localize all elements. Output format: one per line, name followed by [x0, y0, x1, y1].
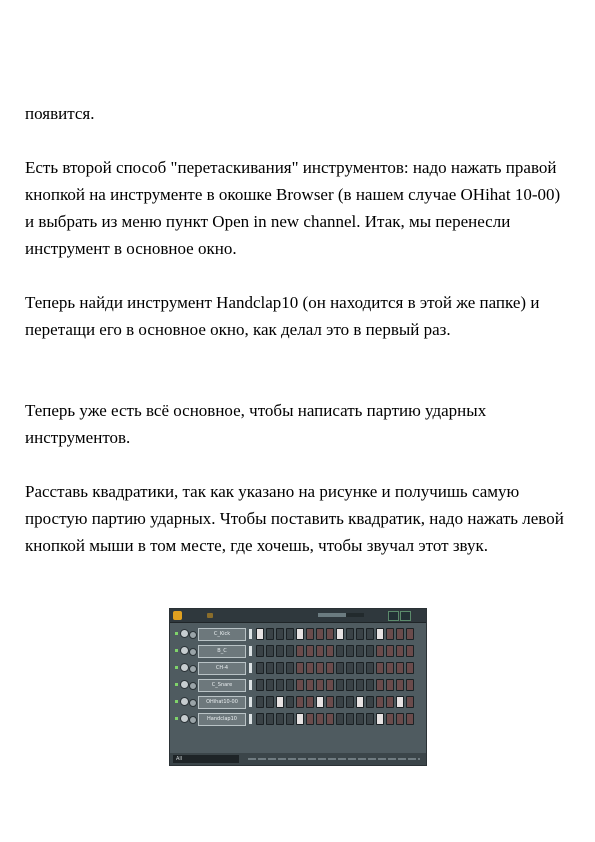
- channel-name-button: CH-4: [198, 662, 246, 675]
- channel-led-icon: [175, 666, 178, 669]
- paragraph-text: Теперь найди инструмент Handclap10 (он находится в этой же папке) и перетащи его в основное окно, как делал это в первый раз.: [25, 293, 540, 339]
- step-on: [296, 713, 304, 725]
- step-off: [266, 645, 274, 657]
- step-on: [316, 696, 324, 708]
- step-off: [406, 679, 414, 691]
- paragraph-text: появится.: [25, 104, 95, 123]
- paragraph-4: [25, 397, 570, 451]
- step-off: [386, 645, 394, 657]
- step-off: [286, 696, 294, 708]
- step-off: [256, 696, 264, 708]
- step-off: [316, 679, 324, 691]
- step-off: [376, 696, 384, 708]
- folder-icon: [173, 611, 182, 620]
- channel-led-icon: [175, 632, 178, 635]
- step-off: [386, 628, 394, 640]
- channel-name-button: C_Snare: [198, 679, 246, 692]
- step-off: [286, 662, 294, 674]
- step-off: [346, 628, 354, 640]
- step-off: [286, 645, 294, 657]
- channel-row: [170, 677, 426, 694]
- step-off: [336, 696, 344, 708]
- step-off: [256, 645, 264, 657]
- step-off: [316, 645, 324, 657]
- paragraph-text: Теперь уже есть всё основное, чтобы написать партию ударных инструментов.: [25, 401, 487, 447]
- step-off: [356, 645, 364, 657]
- step-grid: [256, 679, 414, 691]
- paragraph-2: [25, 154, 570, 262]
- step-off: [276, 628, 284, 640]
- channel-row: [170, 694, 426, 711]
- step-off: [376, 679, 384, 691]
- channel-select-bar: [249, 697, 252, 707]
- step-off: [386, 662, 394, 674]
- step-off: [346, 679, 354, 691]
- pan-knob-icon: [180, 629, 189, 638]
- channel-row: [170, 626, 426, 643]
- window-control-icon: [388, 611, 399, 621]
- volume-meter: [318, 613, 364, 617]
- step-off: [396, 662, 404, 674]
- paragraph-text: Есть второй способ "перетаскивания" инструментов: надо нажать правой кнопкой на инструменте в окошке Browser (в нашем случае OHihat 10-00) и выбрать из меню пункт Open in new channel. Итак, мы перенесли инструмент в основное окно.: [25, 158, 561, 258]
- volume-knob-icon: [189, 648, 197, 656]
- step-off: [346, 696, 354, 708]
- step-off: [356, 679, 364, 691]
- channel-select-bar: [249, 629, 252, 639]
- step-off: [306, 645, 314, 657]
- channel-led-icon: [175, 717, 178, 720]
- step-off: [376, 662, 384, 674]
- step-off: [346, 662, 354, 674]
- paragraph-1: [25, 100, 570, 127]
- pan-knob-icon: [180, 714, 189, 723]
- step-off: [356, 628, 364, 640]
- step-off: [266, 679, 274, 691]
- step-on: [296, 628, 304, 640]
- step-on: [396, 696, 404, 708]
- step-off: [326, 696, 334, 708]
- step-grid: [256, 713, 414, 725]
- step-off: [256, 679, 264, 691]
- volume-knob-icon: [189, 699, 197, 707]
- step-off: [336, 679, 344, 691]
- step-off: [306, 628, 314, 640]
- step-on: [256, 628, 264, 640]
- step-off: [256, 662, 264, 674]
- channel-led-icon: [175, 700, 178, 703]
- channel-select-bar: [249, 680, 252, 690]
- step-off: [396, 645, 404, 657]
- step-off: [306, 696, 314, 708]
- channel-name-button: C_Kick: [198, 628, 246, 641]
- volume-knob-icon: [189, 665, 197, 673]
- pan-knob-icon: [180, 680, 189, 689]
- channel-row: [170, 711, 426, 728]
- step-off: [276, 679, 284, 691]
- step-off: [306, 713, 314, 725]
- step-off: [276, 713, 284, 725]
- step-off: [276, 662, 284, 674]
- step-off: [406, 696, 414, 708]
- step-off: [276, 645, 284, 657]
- pan-knob-icon: [180, 697, 189, 706]
- step-on: [376, 628, 384, 640]
- volume-knob-icon: [189, 631, 197, 639]
- step-off: [306, 679, 314, 691]
- step-off: [406, 713, 414, 725]
- step-off: [296, 645, 304, 657]
- step-off: [336, 645, 344, 657]
- step-off: [396, 679, 404, 691]
- step-off: [296, 679, 304, 691]
- step-off: [286, 628, 294, 640]
- step-off: [296, 662, 304, 674]
- step-off: [356, 662, 364, 674]
- channel-select-bar: [249, 663, 252, 673]
- step-grid: [256, 662, 414, 674]
- step-off: [296, 696, 304, 708]
- step-off: [396, 628, 404, 640]
- step-off: [326, 679, 334, 691]
- step-off: [316, 662, 324, 674]
- step-off: [266, 628, 274, 640]
- channel-filter: All: [173, 755, 239, 763]
- step-off: [326, 628, 334, 640]
- step-grid: [256, 645, 414, 657]
- step-off: [336, 713, 344, 725]
- step-off: [266, 696, 274, 708]
- step-grid: [256, 696, 414, 708]
- channel-select-bar: [249, 714, 252, 724]
- step-off: [366, 662, 374, 674]
- channel-rows: [170, 626, 426, 728]
- step-off: [366, 679, 374, 691]
- channel-name-button: Handclap10: [198, 713, 246, 726]
- step-off: [386, 713, 394, 725]
- step-off: [346, 713, 354, 725]
- pan-knob-icon: [180, 663, 189, 672]
- step-on: [336, 628, 344, 640]
- channel-name-button: B_C: [198, 645, 246, 658]
- step-off: [346, 645, 354, 657]
- record-icon: [207, 613, 213, 618]
- step-off: [406, 662, 414, 674]
- window-control-icon: [400, 611, 411, 621]
- channel-name-button: OHihat10-00: [198, 696, 246, 709]
- step-sequencer-screenshot: [169, 608, 427, 766]
- volume-knob-icon: [189, 682, 197, 690]
- step-on: [356, 696, 364, 708]
- step-off: [396, 713, 404, 725]
- step-off: [366, 713, 374, 725]
- step-grid: [256, 628, 414, 640]
- paragraph-3: [25, 289, 570, 343]
- step-off: [306, 662, 314, 674]
- paragraph-5: [25, 478, 570, 559]
- step-off: [406, 628, 414, 640]
- step-off: [266, 713, 274, 725]
- step-off: [316, 628, 324, 640]
- pattern-bar: [248, 758, 420, 760]
- step-off: [366, 696, 374, 708]
- step-off: [386, 696, 394, 708]
- step-off: [376, 645, 384, 657]
- step-off: [356, 713, 364, 725]
- sequencer-title-bar: [170, 609, 426, 623]
- step-off: [336, 662, 344, 674]
- step-off: [366, 628, 374, 640]
- pan-knob-icon: [180, 646, 189, 655]
- step-off: [326, 713, 334, 725]
- step-off: [266, 662, 274, 674]
- step-off: [326, 645, 334, 657]
- paragraph-text: Расставь квадратики, так как указано на рисунке и получишь самую простую партию ударных. Чтобы поставить квадратик, надо нажать левой кнопкой мыши в том месте, где хочешь, чтобы звучал этот звук.: [25, 482, 564, 555]
- channel-led-icon: [175, 649, 178, 652]
- step-off: [386, 679, 394, 691]
- step-off: [286, 713, 294, 725]
- step-on: [276, 696, 284, 708]
- volume-knob-icon: [189, 716, 197, 724]
- step-off: [326, 662, 334, 674]
- step-off: [256, 713, 264, 725]
- step-off: [406, 645, 414, 657]
- channel-led-icon: [175, 683, 178, 686]
- channel-select-bar: [249, 646, 252, 656]
- step-off: [366, 645, 374, 657]
- step-on: [376, 713, 384, 725]
- sequencer-footer: [170, 753, 426, 765]
- step-off: [316, 713, 324, 725]
- channel-row: [170, 643, 426, 660]
- channel-row: [170, 660, 426, 677]
- step-off: [286, 679, 294, 691]
